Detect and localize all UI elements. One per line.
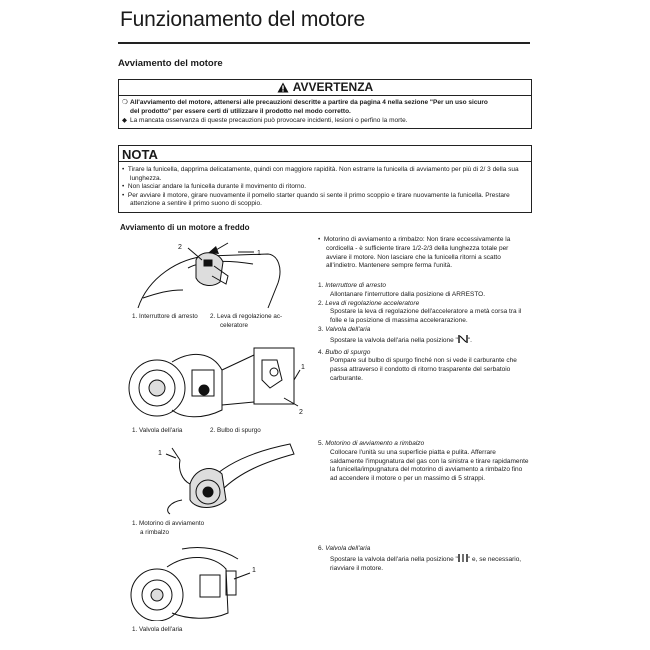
intro-paragraph: • Motorino di avviamento a rimbalzo: Non tirare eccessivamente la cordicella - è sufficiente tirare 1/2-2/3 della lunghezza totale per avviare il motore. Non lasciare che la funicella ritorni a scatto all'indietro. Mantenere sempre ferma l'unità.: [318, 236, 511, 270]
figure-callout: 1: [301, 364, 305, 371]
page-title: Funzionamento del motore: [120, 8, 366, 31]
choke-open-icon: [458, 554, 468, 562]
figure-stop-switch: [128, 238, 288, 310]
figure-choke-primer: [122, 340, 312, 422]
caption-recoil-starter: 1. Motorino di avviamento a rimbalzo: [132, 520, 205, 536]
warning-title: AVVERTENZA: [292, 80, 374, 94]
warning-box: [118, 79, 532, 129]
figure-choke-open: [122, 545, 282, 621]
caption-stop-switch: 1. Interruttore di arresto: [132, 313, 198, 320]
note-title: NOTA: [119, 146, 531, 162]
cold-start-heading: Avviamento di un motore a freddo: [120, 223, 250, 232]
figure-callout: 1: [257, 250, 261, 257]
circle-bullet-icon: ❍: [122, 99, 128, 106]
caption-throttle-lever: 2. Leva di regolazione ac- celeratore: [210, 313, 283, 329]
note-list: [122, 166, 526, 209]
note-item: • Tirare la funicella, dapprima delicatamente, quindi con maggiore rapidità. Non estrarre la funicella di avviamento per più di 2/ 3 della sua lunghezza.: [122, 166, 519, 182]
section-heading: Avviamento del motore: [118, 58, 223, 69]
step-3: 3. Valvola dell'aria Spostare la valvola dell'aria nella posizione " ".: [318, 325, 472, 344]
diamond-bullet-icon: ◆: [122, 117, 127, 124]
warning-triangle-icon: [277, 82, 289, 93]
caption-choke-2: 1. Valvola dell'aria: [132, 626, 183, 633]
figure-callout: 1: [252, 567, 256, 574]
warning-header: [119, 80, 531, 96]
choke-closed-icon: [458, 335, 468, 343]
caption-primer-bulb: 2. Bulbo di spurgo: [210, 427, 261, 434]
warning-line-1a: All'avviamento del motore, attenersi alle precauzioni descritte a partire da pagina 4 nella sezione "Per un uso sicuro: [130, 99, 488, 106]
step-2: 2. Leva di regolazione acceleratore Spostare la leva di regolazione dell'acceleratore a metà corsa tra il folle e la posizione di massima accelerarazione.: [318, 299, 522, 325]
figure-recoil-starter: [150, 440, 300, 516]
warning-line-1b: del prodotto" per essere certi di utilizzare il prodotto nel modo corretto.: [130, 108, 351, 115]
warning-line-2: La mancata osservanza di queste precauzioni può provocare incidenti, lesioni o perfino la morte.: [130, 117, 408, 124]
step-6: 6. Valvola dell'aria Spostare la valvola dell'aria nella posizione " " e, se necessario, riavviare il motore.: [318, 545, 522, 572]
step-4: 4. Bulbo di spurgo Pompare sul bulbo di spurgo finché non si vede il carburante che passa attraverso il condotto di ritorno trasparente del serbatoio carburante.: [318, 348, 517, 382]
note-box: [118, 145, 532, 213]
step-1: 1. Interruttore di arresto Allontanare l'interruttore dalla posizione di ARRESTO.: [318, 282, 486, 298]
figure-callout: 2: [299, 409, 303, 416]
figure-callout: 2: [178, 244, 182, 251]
intro-text: Motorino di avviamento a rimbalzo: Non tirare eccessivamente la cordicella - è sufficiente tirare 1/2-2/3 della lunghezza totale per avviare il motore. Non lasciare che la funicella ritorni a scatto all'indietro. Mantenere sempre ferma l'unità.: [323, 236, 511, 270]
warning-text: [122, 98, 526, 125]
caption-choke: 1. Valvola dell'aria: [132, 427, 183, 434]
steps-1-4: [318, 282, 530, 384]
step-5: 5. Motorino di avviamento a rimbalzo Collocare l'unità su una superficie piatta e pulita. Afferrare saldamente l'impugnatura del gas con la sinistra e tirare rapidamente la funicella/impugnatura del motorino di avviamento a rimbalzo fino ad accendere il motore o per un massimo di 5 strappi.: [318, 440, 529, 483]
note-item: • Per avviare il motore, girare nuovamente il pomello starter quando si sente il primo scoppio e tirare nuovamente la funicella. Prestare attenzione a sentire il primo suono di scoppio.: [122, 191, 510, 208]
note-item: • Non lasciar andare la funicella durante il movimento di ritorno.: [122, 183, 307, 191]
figure-callout: 1: [158, 450, 162, 457]
title-divider: [118, 42, 530, 44]
